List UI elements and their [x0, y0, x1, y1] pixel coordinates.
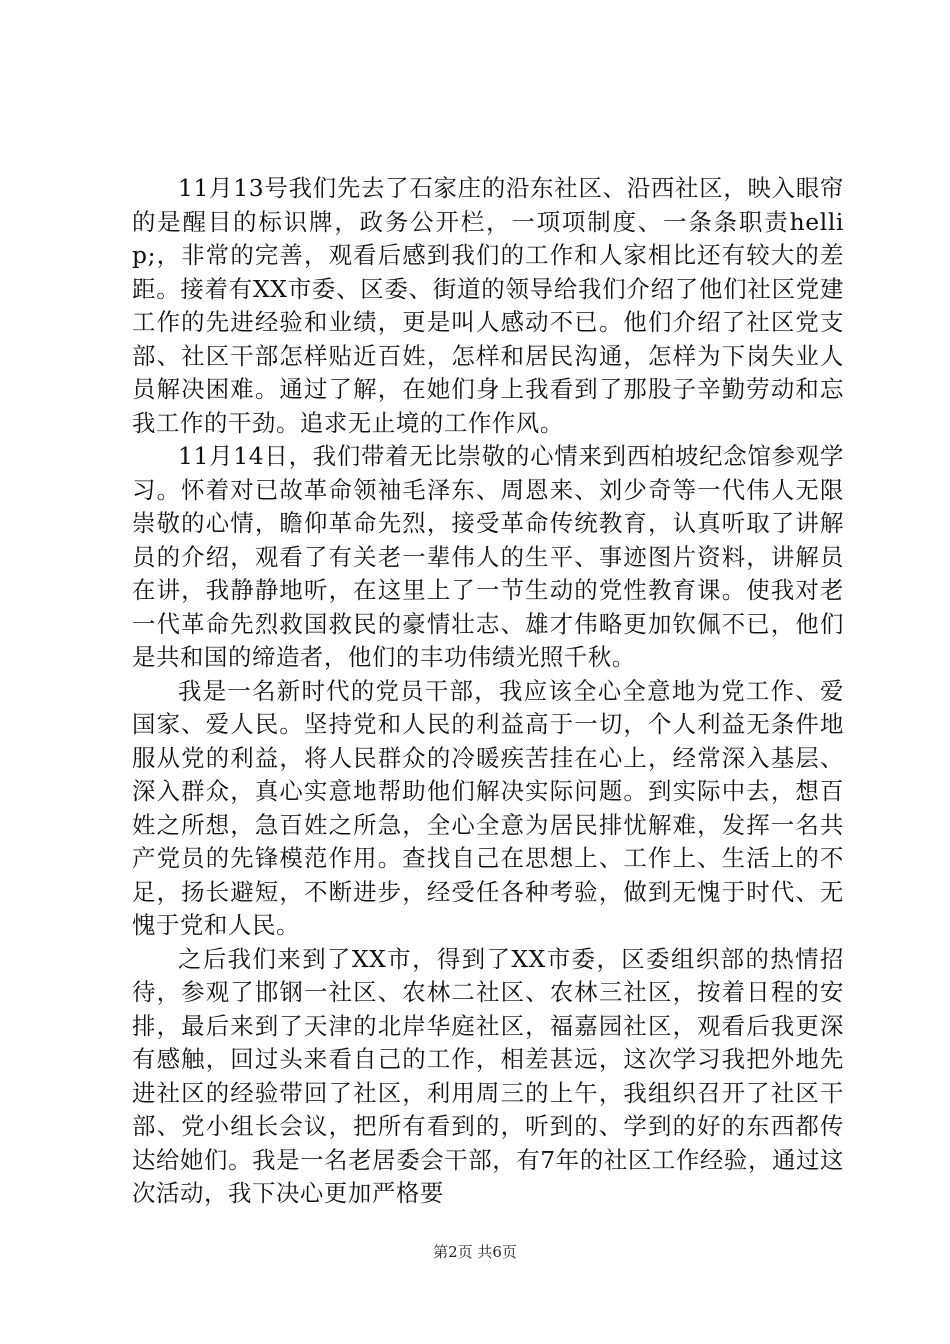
document-body — [132, 172, 844, 1211]
page-number-footer: 第2页 共6页 — [433, 1243, 517, 1261]
paragraph-4: 之后我们来到了XX市，得到了XX市委，区委组织部的热情招待，参观了邯钢一社区、农林二社区、农林三社区，按着日程的安排，最后来到了天津的北岸华庭社区，福嘉园社区，观看后我更深有感触，回过头来看自己的工作，相差甚远，这次学习我把外地先进社区的经验带回了社区，利用周三的上午，我组织召开了社区干部、党小组长会议，把所有看到的，听到的、学到的好的东西都传达给她们。我是一名老居委会干部，有7年的社区工作经验，通过这次活动，我下决心更加严格要 — [132, 944, 844, 1207]
paragraph-3: 我是一名新时代的党员干部，我应该全心全意地为党工作、爱国家、爱人民。坚持党和人民的利益高于一切，个人利益无条件地服从党的利益，将人民群众的冷暖疾苦挂在心上，经常深入基层、深入群众，真心实意地帮助他们解决实际问题。到实际中去，想百姓之所想，急百姓之所急，全心全意为居民排忧解难，发挥一名共产党员的先锋模范作用。查找自己在思想上、工作上、生活上的不足，扬长避短，不断进步，经受任各种考验，做到无愧于时代、无愧于党和人民。 — [132, 676, 844, 939]
paragraph-2: 11月14日，我们带着无比崇敬的心情来到西柏坡纪念馆参观学习。怀着对已故革命领袖毛泽东、周恩来、刘少奇等一代伟人无限崇敬的心情，瞻仰革命先烈，接受革命传统教育，认真听取了讲解员的介绍，观看了有关老一辈伟人的生平、事迹图片资料，讲解员在讲，我静静地听，在这里上了一节生动的党性教育课。使我对老一代革命先烈救国救民的豪情壮志、雄才伟略更加钦佩不已，他们是共和国的缔造者，他们的丰功伟绩光照千秋。 — [132, 442, 844, 671]
paragraph-1: 11月13号我们先去了石家庄的沿东社区、沿西社区，映入眼帘的是醒目的标识牌，政务公开栏，一项项制度、一条条职责hellip;，非常的完善，观看后感到我们的工作和人家相比还有较大的差距。接着有XX市委、区委、街道的领导给我们介绍了他们社区党建工作的先进经验和业绩，更是叫人感动不已。他们介绍了社区党支部、社区干部怎样贴近百姓，怎样和居民沟通，怎样为下岗失业人员解决困难。通过了解，在她们身上我看到了那股子辛勤劳动和忘我工作的干劲。追求无止境的工作作风。 — [132, 174, 844, 437]
